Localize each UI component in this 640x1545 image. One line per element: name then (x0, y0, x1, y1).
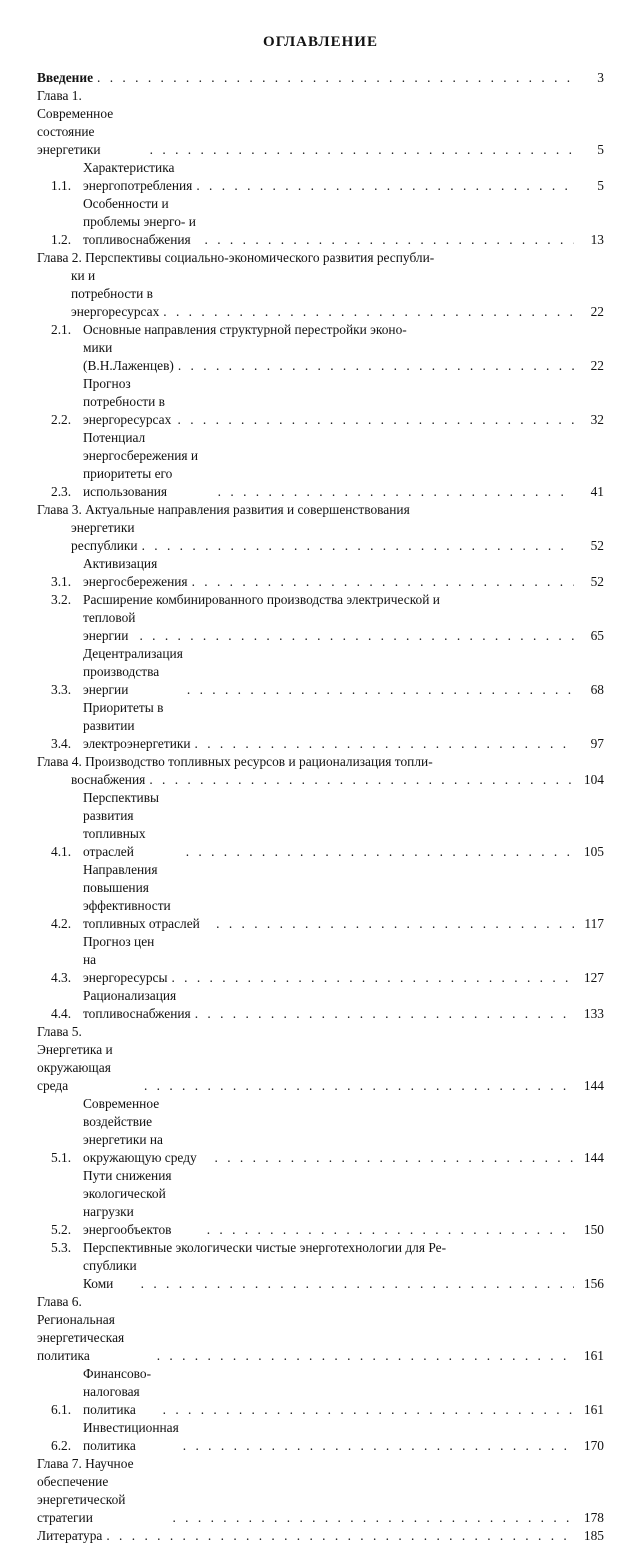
dot-leader (106, 1527, 574, 1545)
toc-entry-number: 5.3. (51, 1240, 72, 1255)
dot-leader (172, 1509, 574, 1527)
dot-leader (205, 231, 574, 249)
toc-page-number: 161 (583, 1348, 604, 1363)
toc-entry-title: Направления повышения эффективности топливных отраслей (83, 862, 200, 931)
toc-entry-title: Глава 1. Современное состояние энергетики (37, 88, 114, 157)
toc-page-number: 97 (590, 736, 604, 751)
toc-entry (37, 1257, 604, 1293)
toc-entry-number: 2.3. (51, 484, 72, 499)
toc-entry (37, 429, 604, 501)
toc-entry (37, 861, 604, 933)
toc-entry-number: 6.1. (51, 1402, 72, 1417)
dot-leader (141, 1275, 574, 1293)
toc-entry-title: Активизация энергосбережения (83, 556, 188, 589)
dot-leader (195, 735, 574, 753)
toc-entry-number: 6.2. (51, 1438, 72, 1453)
toc-entry-number: 4.1. (51, 844, 72, 859)
toc-page-number: 5 (597, 142, 604, 157)
toc-entry-number: 1.1. (51, 178, 72, 193)
toc-entry (37, 771, 604, 789)
toc-entry-title: Глава 2. Перспективы социально-экономического развития республи- (37, 250, 435, 265)
toc-entry (37, 375, 604, 429)
toc-entry-title: Прогноз потребности в энергоресурсах (83, 376, 172, 427)
toc-entry-title: воснабжения (71, 772, 146, 787)
toc-entry-title: энергетики республики (71, 520, 138, 553)
toc-entry-title: Перспективы развития топливных отраслей (83, 790, 160, 859)
toc-page-number: 65 (590, 628, 604, 643)
table-of-contents (37, 69, 604, 1545)
toc-page-number: 41 (590, 484, 604, 499)
toc-page-number: 161 (583, 1402, 604, 1417)
toc-page-number: 178 (583, 1510, 604, 1525)
toc-entry-title: ки и потребности в энергоресурсах (71, 268, 160, 319)
toc-entry-number: 5.1. (51, 1150, 72, 1165)
toc-entry (37, 1365, 604, 1419)
toc-entry-title: Глава 5. Энергетика и окружающая среда (37, 1024, 113, 1093)
toc-entry (37, 645, 604, 699)
toc-entry (37, 321, 604, 339)
toc-entry-title: Инвестиционная политика (83, 1420, 179, 1453)
dot-leader (215, 1149, 574, 1167)
toc-entry-number: 2.1. (51, 322, 72, 337)
toc-entry-number: 4.3. (51, 970, 72, 985)
toc-entry (37, 753, 604, 771)
toc-entry (37, 249, 604, 267)
toc-entry-number: 1.2. (51, 232, 72, 247)
toc-entry-title: Рационализация топливоснабжения (83, 988, 191, 1021)
toc-entry-number: 3.1. (51, 574, 72, 589)
dot-leader (163, 303, 574, 321)
toc-entry (37, 87, 604, 159)
toc-page-number: 13 (590, 232, 604, 247)
toc-page-number: 52 (590, 574, 604, 589)
toc-entry (37, 699, 604, 753)
toc-page-number: 117 (584, 916, 604, 931)
dot-leader (183, 1437, 574, 1455)
toc-entry-title: Приоритеты в развитии электроэнергетики (83, 700, 191, 751)
toc-entry-title: Особенности и проблемы энерго- и топливоснабжения (83, 196, 196, 247)
toc-entry-title: Литература (37, 1528, 103, 1543)
dot-leader (139, 627, 574, 645)
toc-entry (37, 789, 604, 861)
toc-page-number: 32 (590, 412, 604, 427)
dot-leader (196, 177, 574, 195)
toc-entry (37, 1293, 604, 1365)
dot-leader (97, 69, 574, 87)
toc-page-number: 22 (590, 304, 604, 319)
toc-page (37, 30, 604, 1545)
toc-page-number: 150 (583, 1222, 604, 1237)
toc-entry-title: Глава 4. Производство топливных ресурсов и рационализация топли- (37, 754, 433, 769)
dot-leader (192, 573, 574, 591)
toc-page-number: 156 (583, 1276, 604, 1291)
toc-page-number: 185 (583, 1528, 604, 1543)
dot-leader (142, 537, 574, 555)
dot-leader (207, 1221, 574, 1239)
toc-entry (37, 159, 604, 195)
toc-entry (37, 69, 604, 87)
toc-entry-title: Перспективные экологически чистые энерготехнологии для Ре- (83, 1240, 447, 1255)
toc-entry-number: 4.2. (51, 916, 72, 931)
toc-page-number: 68 (590, 682, 604, 697)
toc-entry-title: Децентрализация производства энергии (83, 646, 183, 697)
dot-leader (163, 1401, 574, 1419)
toc-page-number: 127 (583, 970, 604, 985)
toc-entry (37, 1455, 604, 1527)
dot-leader (157, 1347, 574, 1365)
toc-entry-number: 5.2. (51, 1222, 72, 1237)
toc-entry-number: 3.3. (51, 682, 72, 697)
toc-entry-title: Глава 7. Научное обеспечение энергетической стратегии (37, 1456, 134, 1525)
dot-leader (195, 1005, 574, 1023)
toc-entry-title: Современное воздействие энергетики на окружающую среду (83, 1096, 197, 1165)
toc-page-number: 3 (597, 70, 604, 85)
dot-leader (187, 681, 574, 699)
toc-entry-title: Основные направления структурной перестройки эконо- (83, 322, 407, 337)
toc-entry (37, 555, 604, 591)
dot-leader (150, 141, 574, 159)
toc-page-number: 52 (590, 538, 604, 553)
toc-entry-title: Пути снижения экологической нагрузки энергообъектов (83, 1168, 172, 1237)
toc-entry-title: Финансово-налоговая политика (83, 1366, 152, 1417)
toc-entry-number: 2.2. (51, 412, 72, 427)
dot-leader (171, 969, 574, 987)
toc-entry-number: 4.4. (51, 1006, 72, 1021)
toc-page-number: 144 (583, 1150, 604, 1165)
dot-leader (186, 843, 574, 861)
toc-entry-title: спублики Коми (83, 1258, 137, 1291)
toc-entry-number: 3.2. (51, 592, 72, 607)
toc-entry-title: Характеристика энергопотребления (83, 160, 193, 193)
toc-page-number: 104 (583, 772, 604, 787)
toc-entry (37, 609, 604, 645)
toc-entry-title: Глава 3. Актуальные направления развития и совершенствования (37, 502, 410, 517)
toc-entry-title: Введение (37, 70, 94, 85)
toc-entry-title: тепловой энергии (83, 610, 136, 643)
toc-entry (37, 987, 604, 1023)
toc-entry-title: Расширение комбинированного производства электрической и (83, 592, 440, 607)
toc-entry (37, 1419, 604, 1455)
toc-entry (37, 933, 604, 987)
toc-entry (37, 519, 604, 555)
toc-entry (37, 1023, 604, 1095)
toc-entry (37, 1167, 604, 1239)
toc-entry-title: Прогноз цен на энергоресурсы (83, 934, 168, 985)
toc-entry (37, 267, 604, 321)
dot-leader (178, 411, 574, 429)
toc-page-number: 144 (583, 1078, 604, 1093)
toc-page-number: 170 (583, 1438, 604, 1453)
toc-page-number: 105 (583, 844, 604, 859)
dot-leader (144, 1077, 574, 1095)
toc-page-number: 5 (597, 178, 604, 193)
toc-entry-title: Глава 6. Региональная энергетическая политика (37, 1294, 125, 1363)
toc-entry-number: 3.4. (51, 736, 72, 751)
page-title: ОГЛАВЛЕНИЕ (263, 34, 378, 50)
dot-leader (216, 915, 574, 933)
dot-leader (218, 483, 574, 501)
toc-page-number: 133 (583, 1006, 604, 1021)
toc-entry (37, 1239, 604, 1257)
toc-entry-title: Потенциал энергосбережения и приоритеты его использования (83, 430, 199, 499)
toc-entry (37, 501, 604, 519)
toc-entry (37, 1527, 604, 1545)
toc-entry-title: мики (В.Н.Лаженцев) (83, 340, 174, 373)
dot-leader (178, 357, 574, 375)
toc-entry (37, 195, 604, 249)
toc-entry (37, 339, 604, 375)
toc-page-number: 22 (590, 358, 604, 373)
dot-leader (149, 771, 574, 789)
toc-entry (37, 1095, 604, 1167)
toc-entry (37, 591, 604, 609)
